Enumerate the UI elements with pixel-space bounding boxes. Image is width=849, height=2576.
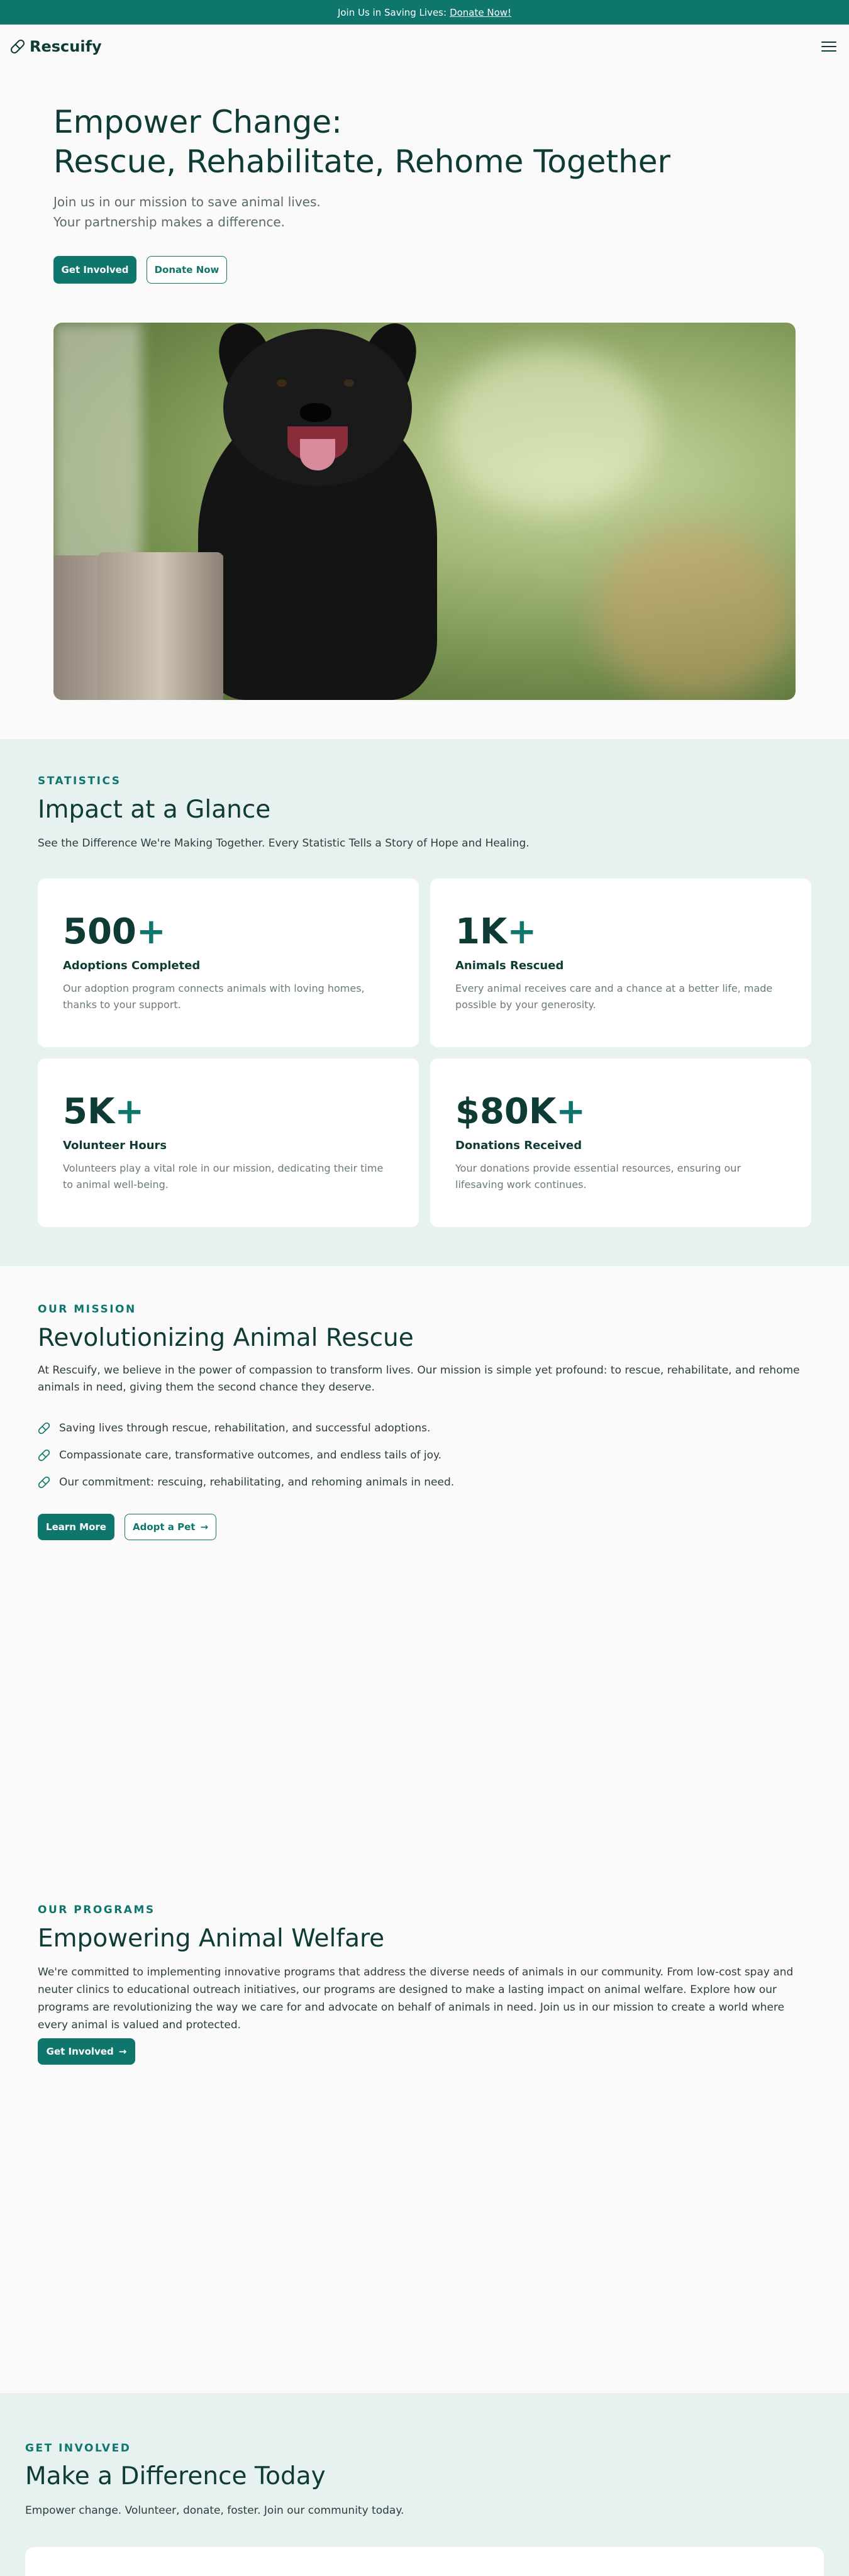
learn-more-button[interactable]: Learn More — [38, 1514, 114, 1540]
announcement-bar — [0, 0, 849, 25]
mission-buttons — [38, 1514, 216, 1540]
stat-description: Your donations provide essential resources, ensuring our lifesaving work continues. — [455, 1162, 741, 1191]
mission-point-text: Our commitment: rescuing, rehabilitating, and rehoming animals in need. — [59, 1476, 455, 1489]
site-header — [0, 25, 849, 69]
announcement-donate-link[interactable]: Donate Now! — [450, 6, 512, 18]
brand-name: Rescuify — [30, 38, 102, 55]
adopt-a-pet-button[interactable] — [125, 1514, 216, 1540]
statistics-title: Impact at a Glance — [38, 796, 271, 824]
stat-value: 500+ — [63, 911, 166, 952]
programs-description: We're committed to implementing innovative programs that address the diverse needs of animals in our community. From low-cost spay and neuter clinics to educational outreach initiatives, our programs are designed to make a lasting impact on animal welfare. Explore how our programs are revolutionizing the way we care for and advocate on behalf of animals in need. Join us in our mission to create a world where every animal is valued and protected. — [38, 1966, 794, 2032]
statistics-eyebrow: STATISTICS — [38, 775, 121, 787]
mission-eyebrow: OUR MISSION — [38, 1303, 136, 1316]
hero-subtitle — [53, 192, 494, 232]
hero-title-line-1: Empower Change: — [53, 104, 343, 140]
programs-buttons — [38, 2038, 135, 2065]
get-involved-card — [25, 2547, 824, 2576]
stat-label: Adoptions Completed — [63, 959, 201, 972]
mission-description: At Rescuify, we believe in the power of compassion to transform lives. Our mission is simple yet profound: to rescue, rehabilitate, and rehome animals in need, giving them the second chance they deserve. — [38, 1364, 800, 1394]
stat-card-rescued — [430, 879, 811, 1047]
statistics-description: See the Difference We're Making Together. Every Statistic Tells a Story of Hope and Healing. — [38, 837, 530, 850]
mission-title: Revolutionizing Animal Rescue — [38, 1324, 414, 1352]
programs-get-involved-button[interactable] — [38, 2038, 135, 2065]
hamburger-menu-icon[interactable] — [821, 40, 836, 53]
get-involved-section — [0, 2393, 849, 2576]
programs-eyebrow: OUR PROGRAMS — [38, 1904, 155, 1916]
hero-buttons — [53, 256, 227, 284]
list-item — [38, 1445, 730, 1466]
pill-capsule-icon — [38, 1476, 50, 1489]
programs-get-involved-label: Get Involved — [46, 2046, 114, 2057]
stat-card-adoptions — [38, 879, 419, 1047]
mission-points — [38, 1418, 730, 1499]
stat-description: Our adoption program connects animals with loving homes, thanks to your support. — [63, 982, 365, 1011]
hero-dog-photo — [53, 323, 796, 700]
arrow-right-icon: → — [118, 2046, 127, 2057]
get-involved-title: Make a Difference Today — [25, 2462, 326, 2490]
list-item — [38, 1418, 730, 1439]
get-involved-eyebrow: GET INVOLVED — [25, 2442, 131, 2455]
brand-logo[interactable] — [10, 38, 102, 55]
pill-capsule-icon — [10, 39, 25, 54]
stat-value: 5K+ — [63, 1091, 145, 1132]
hero-get-involved-button[interactable]: Get Involved — [53, 256, 136, 284]
arrow-right-icon: → — [200, 1521, 209, 1533]
pill-capsule-icon — [38, 1422, 50, 1435]
list-item — [38, 1472, 730, 1493]
hero-title-line-2: Rescue, Rehabilitate, Rehome Together — [53, 143, 671, 180]
stat-description: Every animal receives care and a chance at a better life, made possible by your generosity. — [455, 982, 773, 1011]
hero-donate-now-button[interactable]: Donate Now — [147, 256, 227, 284]
stat-value: $80K+ — [455, 1091, 586, 1132]
stat-card-volunteer-hours — [38, 1058, 419, 1227]
hero-subtitle-line-2: Your partnership makes a difference. — [53, 214, 286, 230]
stat-label: Volunteer Hours — [63, 1139, 167, 1152]
stat-label: Donations Received — [455, 1139, 582, 1152]
stat-value: 1K+ — [455, 911, 537, 952]
stat-description: Volunteers play a vital role in our mission, dedicating their time to animal well-being. — [63, 1162, 384, 1191]
mission-point-text: Saving lives through rescue, rehabilitation, and successful adoptions. — [59, 1422, 431, 1435]
announcement-text: Join Us in Saving Lives: — [337, 6, 447, 18]
stat-card-donations — [430, 1058, 811, 1227]
stat-label: Animals Rescued — [455, 959, 564, 972]
adopt-a-pet-label: Adopt a Pet — [132, 1521, 196, 1533]
programs-title: Empowering Animal Welfare — [38, 1924, 385, 1953]
mission-point-text: Compassionate care, transformative outcomes, and endless tails of joy. — [59, 1449, 442, 1462]
hero-subtitle-line-1: Join us in our mission to save animal lives. — [53, 194, 321, 209]
statistics-section — [0, 739, 849, 1266]
pill-capsule-icon — [38, 1449, 50, 1462]
hero-title — [53, 103, 745, 181]
get-involved-description: Empower change. Volunteer, donate, foster. Join our community today. — [25, 2504, 404, 2517]
